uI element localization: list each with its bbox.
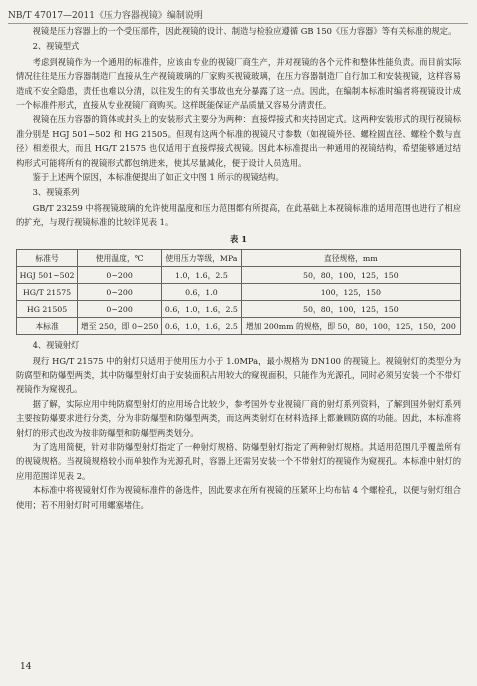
table-cell: 0.6，1.0，1.6，2.5: [162, 301, 242, 318]
section-3-title: 3、视镜系列: [32, 187, 80, 198]
section-2-paragraph-3: 鉴于上述两个原因，本标准便提出了如正文中图 1 所示的视镜结构。: [32, 172, 284, 183]
page-number: 14: [20, 662, 32, 672]
table-header-diameter: 直径规格，mm: [241, 250, 460, 267]
section-4-paragraph-4: 本标准中将视镜射灯作为视镜标准件的备选件，因此要求在所有视镜的压紧环上均布钻 4 个螺栓孔，以便与射灯组合使用；若不用射灯时可用螺塞堵住。: [16, 485, 461, 510]
section-4-paragraph-2: 据了解，实际应用中纯防腐型射灯的应用场合比较少，参考国外专业视镜厂商的射灯系列资料，了解到国外射灯系列主要按防爆要求进行分类，分为非防爆型和防爆型两类，而这两类射灯在材料选择上都兼顾防腐的功能。因此，本标准将射灯的形式也改为按非防爆型和防爆型两类划分。: [16, 398, 461, 438]
table-cell: 0~200: [78, 284, 162, 301]
table-header-standard: 标准号: [17, 250, 78, 267]
table-cell: 50，80，100，125，150: [241, 267, 460, 284]
section-4-title: 4、视镜射灯: [32, 340, 80, 351]
section-2-paragraph-2: 视镜在压力容器的筒体或封头上的安装形式主要分为两种：直接焊接式和夹持固定式。这两种安装形式的现行视镜标准分别是 HGJ 501~502 和 HG 21505。但现有这两个标准的视镜尺寸参数（如视镜外径、螺栓圆直径、螺栓个数与直径）相差很大，而且 HG/T 21575 也仅适用于直接焊接式视镜。因此本标准提出一种通用的视镜结构，希望能够通过结构形式可能将所有的视镜形式都包纳进来，使其尽量减化，便于设计人员选用。: [16, 114, 461, 168]
table-cell: 1.0，1.6，2.5: [162, 267, 242, 284]
page-content: [16, 24, 461, 512]
section-4-paragraph-3: 为了选用简便，针对非防爆型射灯指定了一种射灯规格、防爆型射灯指定了两种射灯规格。其适用范围几乎覆盖所有的视镜规格。当视镜规格较小而单独作为光源孔时，容器上还需另安装一个不带射灯的视镜作为窥视孔。本标准中射灯的应用范围详见表 2。: [16, 441, 461, 481]
section-3-paragraph-1: GB/T 23259 中将视镜玻璃的允许使用温度和压力范围都有所提高，在此基础上本视镜标准的适用范围也进行了相应的扩充，与现行视镜标准的比较详见表 1。: [16, 202, 461, 228]
table-header-pressure: 使用压力等级，MPa: [162, 250, 242, 267]
table-row: [17, 267, 461, 284]
table-cell: 本标准: [17, 318, 78, 335]
table-cell: HG 21505: [17, 301, 78, 318]
table-row: [17, 318, 461, 335]
table-cell: 0~200: [78, 301, 162, 318]
section-2-title: 2、视镜型式: [32, 41, 80, 52]
section-2-paragraph-1: 考虑到视镜作为一个通用的标准件，应该由专业的视镜厂商生产，并对视镜的各个元件和整体性能负责。而目前实际情况往往是压力容器制造厂直接从生产视镜玻璃的厂家购买视镜玻璃，在压力容器制造厂自行加工和安装视镜，这样容易造成不安全隐患，责任也难以分清，以往发生的有关事故也充分暴露了这一点。因此，在编制本标准时编者将视镜设计成一个标准件形式，直接从专业视镜厂商购买。这样既能保证产品质量又容易分清责任。: [16, 56, 461, 111]
table-cell: 0.6，1.0，1.6，2.5: [162, 318, 242, 335]
intro-paragraph: 视镜是压力容器上的一个受压部件，因此视镜的设计、制造与检验应遵循 GB 150《压力容器》等有关标准的规定。: [32, 26, 457, 36]
table-cell: 增加 200mm 的规格，即 50，80，100，125，150，200: [241, 318, 460, 335]
page-header: NB/T 47017—2011《压力容器视镜》编制说明: [8, 8, 468, 24]
table-row: [17, 284, 461, 301]
table-cell: 0.6，1.0: [162, 284, 242, 301]
table-cell: 50，80，100，125，150: [241, 301, 460, 318]
table-title: 表 1: [230, 233, 247, 244]
section-4-paragraph-1: 现行 HG/T 21575 中的射灯只适用于使用压力小于 1.0MPa，最小规格为 DN100 的视镜上。视镜射灯的类型分为防腐型和防爆型两类，其中防爆型射灯由于安装面积占用较大的窥视面积，只能作为光源孔，同时必须另安装一个不带灯视镜作为窥视孔。: [16, 355, 461, 395]
table-header-row: [17, 250, 461, 267]
table-cell: 0~200: [78, 267, 162, 284]
comparison-table: [16, 249, 461, 335]
table-cell: HG/T 21575: [17, 284, 78, 301]
table-cell: 增至 250，即 0~250: [78, 318, 162, 335]
table-cell: HGJ 501~502: [17, 267, 78, 284]
table-header-temperature: 使用温度，℃: [78, 250, 162, 267]
table-cell: 100，125，150: [241, 284, 460, 301]
table-row: [17, 301, 461, 318]
